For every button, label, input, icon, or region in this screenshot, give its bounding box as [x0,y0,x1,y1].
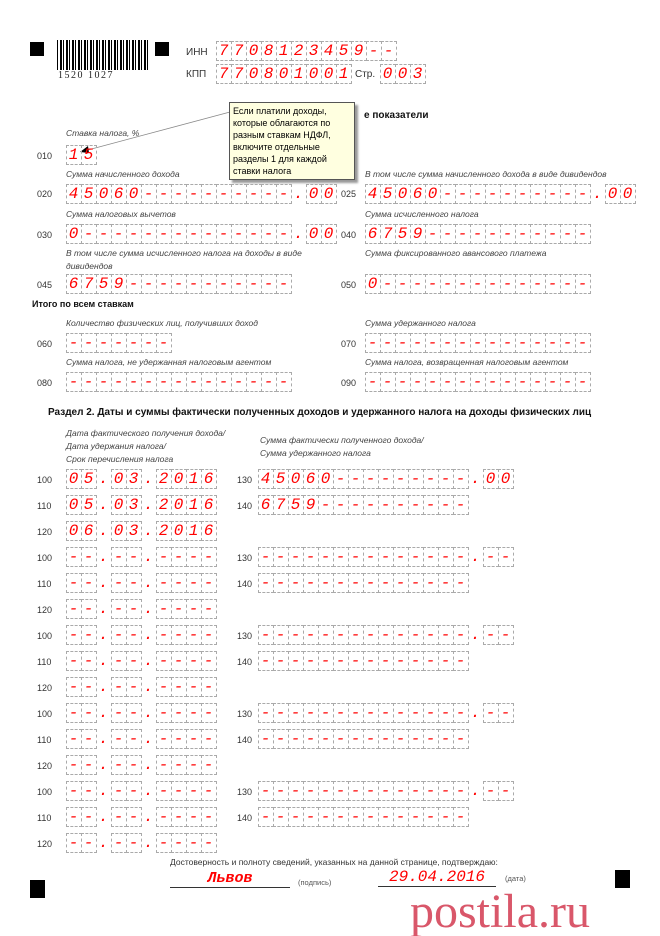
field-value: --.--.---- [68,652,219,670]
field-value: 7708123459-- [218,42,399,60]
label-010: Ставка налога, % [66,128,140,138]
field-value: --.--.---- [68,626,219,644]
marker-square [615,870,630,888]
kpp-label: КПП [186,69,207,80]
code-040: 040 [341,230,357,240]
code-100: 100 [37,709,53,719]
field-value: 06.03.2016 [68,522,219,540]
code-100: 100 [37,787,53,797]
code-120: 120 [37,683,53,693]
field-value: 45060---------.00 [260,470,516,488]
section2-title: Раздел 2. Даты и суммы фактически полученных доходов и удержанного налога на доходы физических лиц [48,407,592,418]
field-value: -------------- [260,730,471,748]
field-value: --------------.-- [260,704,516,722]
code-100: 100 [37,631,53,641]
date-label-2: Дата удержания налога/ [66,441,166,451]
page-label: Стр. [355,69,376,80]
sum-label-1: Сумма фактически полученного дохода/ [260,435,424,445]
sum-label-2: Сумма удержанного налога [260,448,371,458]
field-value: --------------- [68,373,294,391]
field-value: 6759----------- [68,275,294,293]
code-130: 130 [237,709,253,719]
tooltip-note: Если платили доходы, которые облагаются по разным ставкам НДФЛ, включите отдельные разделы 1 для каждой ставки налога [229,102,355,180]
code-140: 140 [237,501,253,511]
field-value: 6759---------- [260,496,471,514]
confirm-text: Достоверность и полноту сведений, указанных на данной странице, подтверждаю: [170,857,498,867]
code-010: 010 [37,151,53,161]
field-value: -------------- [260,574,471,592]
code-120: 120 [37,527,53,537]
signature-field[interactable]: Львов [170,870,290,888]
date-label-1: Дата фактического получения дохода/ [66,428,226,438]
field-value: 6759----------- [367,225,593,243]
totals-title: Итого по всем ставкам [32,299,134,309]
inn-label: ИНН [186,47,208,58]
field-value: --------------- [367,334,593,352]
field-value: --.--.---- [68,782,219,800]
field-value: --------------.-- [260,548,516,566]
field-value: 770801001 [218,65,354,83]
label-050: Сумма фиксированного авансового платежа [365,248,547,258]
field-value: 0--------------.00 [68,225,339,243]
code-130: 130 [237,475,253,485]
code-110: 110 [37,579,52,589]
label-030: Сумма налоговых вычетов [66,209,176,219]
field-value: --.--.---- [68,574,219,592]
code-110: 110 [37,657,52,667]
field-value: 15 [68,146,99,164]
code-025: 025 [341,189,357,199]
code-030: 030 [37,230,53,240]
code-070: 070 [341,339,357,349]
code-100: 100 [37,553,53,563]
label-045: В том числе сумма исчисленного налога на доходы в виде дивидендов [66,248,302,271]
code-110: 110 [37,501,52,511]
field-value: --.--.---- [68,808,219,826]
field-value: -------------- [260,652,471,670]
code-140: 140 [237,657,253,667]
signature-caption: (подпись) [298,878,332,887]
field-value: 003 [382,65,428,83]
field-value: 0-------------- [367,275,593,293]
label-070: Сумма удержанного налога [365,318,476,328]
barcode-number: 1520 1027 [58,70,114,81]
field-value: --------------- [367,373,593,391]
code-110: 110 [37,813,52,823]
marker-square [30,880,45,898]
field-value: 45060----------.00 [68,185,339,203]
field-value: 05.03.2016 [68,496,219,514]
field-value: --------------.-- [260,782,516,800]
date-caption: (дата) [505,874,526,883]
code-130: 130 [237,553,253,563]
code-020: 020 [37,189,53,199]
field-value: -------------- [260,808,471,826]
code-140: 140 [237,813,253,823]
code-120: 120 [37,839,53,849]
field-value: 05.03.2016 [68,470,219,488]
code-090: 090 [341,378,357,388]
label-080: Сумма налога, не удержанная налоговым агентом [66,357,272,367]
date-label-3: Срок перечисления налога [66,454,174,464]
field-value: --.--.---- [68,678,219,696]
field-value: 45060----------.00 [367,185,638,203]
code-100: 100 [37,475,53,485]
label-040: Сумма исчисленного налога [365,209,479,219]
section1-title: е показатели [364,110,429,121]
field-value: --.--.---- [68,548,219,566]
watermark-logo: postila.ru [410,885,590,936]
label-090: Сумма налога, возвращенная налоговым агентом [365,357,569,367]
label-025: В том числе сумма начисленного дохода в виде дивидендов [365,169,607,179]
code-045: 045 [37,280,53,290]
code-130: 130 [237,787,253,797]
code-080: 080 [37,378,53,388]
code-060: 060 [37,339,53,349]
code-050: 050 [341,280,357,290]
field-value: ------- [68,334,174,352]
code-120: 120 [37,761,53,771]
code-120: 120 [37,605,53,615]
date-field[interactable]: 29.04.2016 [378,868,496,887]
code-140: 140 [237,579,253,589]
field-value: --.--.---- [68,730,219,748]
field-value: --.--.---- [68,600,219,618]
field-value: --.--.---- [68,756,219,774]
field-value: --.--.---- [68,834,219,852]
label-060: Количество физических лиц, получивших доход [66,318,258,328]
field-value: --------------.-- [260,626,516,644]
field-value: --.--.---- [68,704,219,722]
label-020: Сумма начисленного дохода [66,169,180,179]
code-140: 140 [237,735,253,745]
code-110: 110 [37,735,52,745]
code-130: 130 [237,631,253,641]
